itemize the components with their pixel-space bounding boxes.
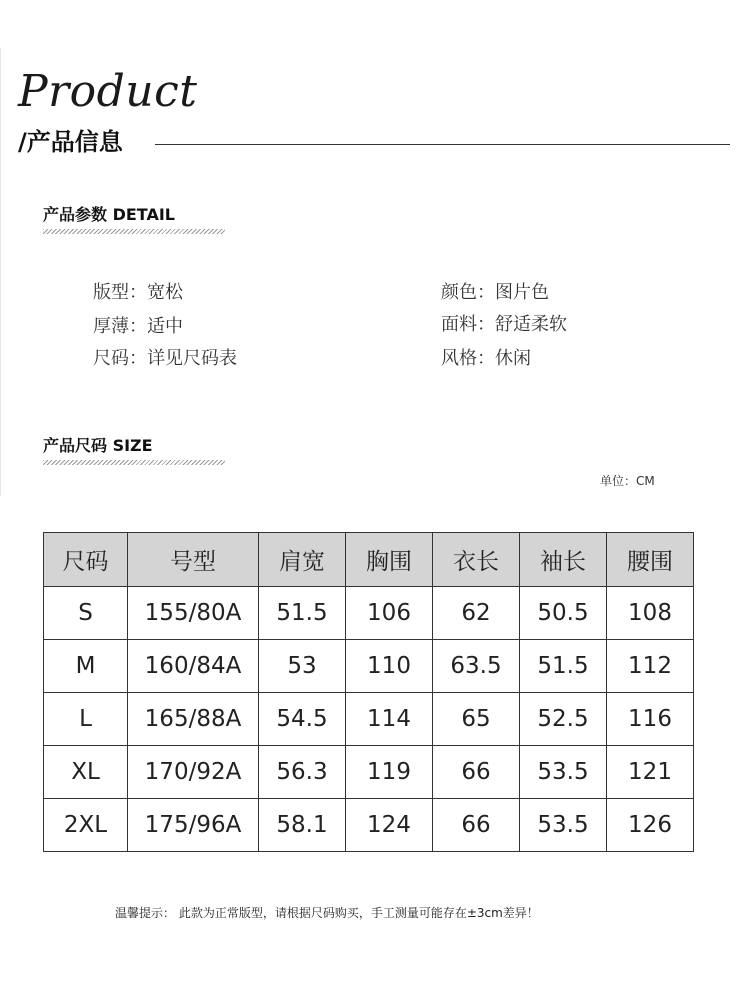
spec-value: 详见尺码表 <box>147 348 237 369</box>
header-divider <box>155 144 730 145</box>
spec-value: 宽松 <box>147 282 183 303</box>
table-cell: 63.5 <box>433 640 520 693</box>
table-cell: 56.3 <box>259 746 346 799</box>
table-cell: L <box>44 693 128 746</box>
footer-tip: 温馨提示： 此款为正常版型，请根据尺码购买，手工测量可能存在±3cm差异！ <box>115 906 539 920</box>
table-cell: 155/80A <box>128 587 259 640</box>
spec-fit <box>93 284 183 302</box>
table-cell: 116 <box>607 693 694 746</box>
table-cell: 119 <box>346 746 433 799</box>
table-cell: 160/84A <box>128 640 259 693</box>
table-cell: 126 <box>607 799 694 852</box>
table-row <box>44 693 694 746</box>
spec-value: 舒适柔软 <box>495 314 567 335</box>
spec-style <box>441 350 531 368</box>
header-cell: 号型 <box>128 533 259 587</box>
table-cell: 58.1 <box>259 799 346 852</box>
table-cell: 53.5 <box>520 746 607 799</box>
table-row <box>44 746 694 799</box>
table-cell: M <box>44 640 128 693</box>
spec-label: 厚薄： <box>93 316 147 337</box>
size-hatch-underline <box>43 460 225 465</box>
table-cell: 62 <box>433 587 520 640</box>
table-cell: 165/88A <box>128 693 259 746</box>
table-cell: 108 <box>607 587 694 640</box>
table-cell: 121 <box>607 746 694 799</box>
header-cell: 袖长 <box>520 533 607 587</box>
table-cell: 54.5 <box>259 693 346 746</box>
table-cell: 50.5 <box>520 587 607 640</box>
table-cell: 106 <box>346 587 433 640</box>
table-cell: 52.5 <box>520 693 607 746</box>
spec-value: 适中 <box>147 316 183 337</box>
detail-section-title: 产品参数 DETAIL <box>43 205 175 224</box>
spec-label: 颜色： <box>441 282 495 303</box>
header-cell: 尺码 <box>44 533 128 587</box>
left-border-line <box>0 48 1 496</box>
brand-title: Product <box>18 66 198 117</box>
table-cell: 53 <box>259 640 346 693</box>
table-cell: 66 <box>433 799 520 852</box>
table-row <box>44 640 694 693</box>
table-header-row <box>44 533 694 587</box>
header-cell: 肩宽 <box>259 533 346 587</box>
table-row <box>44 799 694 852</box>
header-cell: 胸围 <box>346 533 433 587</box>
spec-color <box>441 284 549 302</box>
table-cell: 175/96A <box>128 799 259 852</box>
spec-value: 休闲 <box>495 348 531 369</box>
spec-fabric <box>441 316 567 334</box>
table-cell: 51.5 <box>520 640 607 693</box>
header-cell: 衣长 <box>433 533 520 587</box>
table-cell: XL <box>44 746 128 799</box>
table-cell: 124 <box>346 799 433 852</box>
table-cell: 65 <box>433 693 520 746</box>
table-cell: 114 <box>346 693 433 746</box>
header-cell: 腰围 <box>607 533 694 587</box>
detail-hatch-underline <box>43 229 225 234</box>
size-section-title: 产品尺码 SIZE <box>43 436 153 455</box>
size-table <box>43 532 694 852</box>
table-cell: 2XL <box>44 799 128 852</box>
spec-label: 尺码： <box>93 348 147 369</box>
spec-thickness <box>93 318 183 336</box>
spec-size <box>93 350 237 368</box>
table-cell: 170/92A <box>128 746 259 799</box>
table-cell: 66 <box>433 746 520 799</box>
table-cell: S <box>44 587 128 640</box>
spec-label: 版型： <box>93 282 147 303</box>
table-cell: 53.5 <box>520 799 607 852</box>
spec-label: 面料： <box>441 314 495 335</box>
spec-value: 图片色 <box>495 282 549 303</box>
unit-note: 单位：CM <box>600 474 655 488</box>
table-cell: 112 <box>607 640 694 693</box>
table-row <box>44 587 694 640</box>
brand-subtitle: /产品信息 <box>18 128 123 156</box>
table-cell: 51.5 <box>259 587 346 640</box>
table-cell: 110 <box>346 640 433 693</box>
spec-label: 风格： <box>441 348 495 369</box>
